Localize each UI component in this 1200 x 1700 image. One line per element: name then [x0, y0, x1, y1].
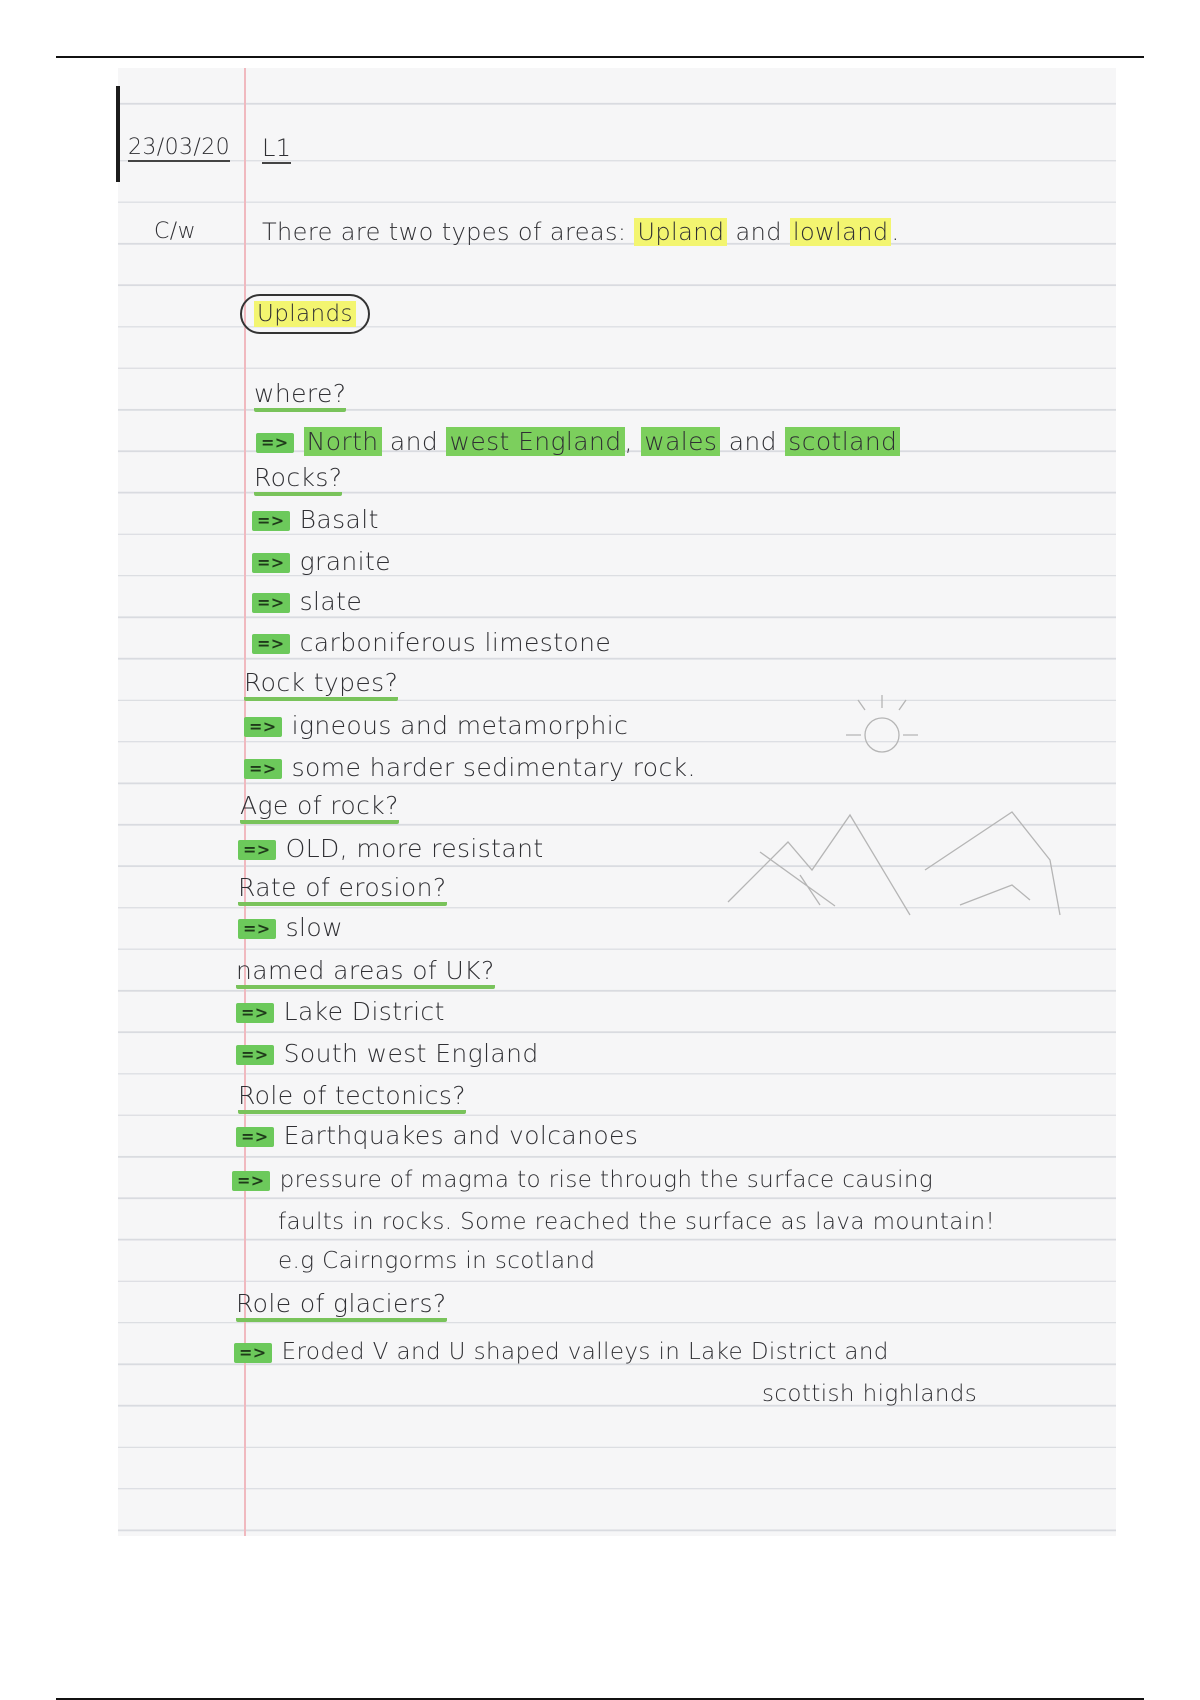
date-label: 23/03/20 [128, 135, 231, 160]
answer-line [252, 546, 391, 578]
question-heading [254, 462, 342, 494]
continuation-line: scottish highlands [762, 1381, 978, 1407]
arrow-icon: => [252, 593, 290, 613]
answer-text: carboniferous limestone [299, 628, 612, 657]
arrow-icon: => [234, 1343, 272, 1363]
arrow-icon: => [244, 759, 282, 779]
arrow-icon: => [236, 1003, 274, 1023]
answer-text: slate [299, 587, 363, 616]
answer-text: OLD, more resistant [285, 834, 544, 863]
intro-sentence: There are two types of areas: Upland and lowland . [262, 218, 900, 246]
answer-text: granite [299, 547, 391, 576]
answer-line [236, 1120, 638, 1152]
answer-text: , [624, 427, 642, 456]
answer-line [252, 627, 611, 659]
question-text: Role of tectonics? [238, 1081, 466, 1114]
question-text: Rate of erosion? [238, 873, 447, 906]
lesson-label: L1 [262, 134, 292, 162]
answer-line [236, 996, 445, 1028]
answer-text: Lake District [283, 997, 445, 1026]
classwork-label: C/w [154, 219, 196, 244]
question-heading [236, 1288, 447, 1320]
arrow-icon: => [236, 1045, 274, 1065]
highlighted-text: west England [446, 427, 624, 456]
answer-text: Eroded V and U shaped valleys in Lake District and [281, 1339, 889, 1365]
question-text: Rock types? [244, 668, 398, 701]
question-heading [236, 955, 495, 987]
answer-line [238, 912, 343, 944]
binding-edge [116, 86, 120, 182]
lowland-highlight: lowland [790, 218, 892, 246]
answer-text: some harder sedimentary rock. [291, 753, 696, 782]
answer-line [236, 1038, 539, 1070]
arrow-icon: => [252, 634, 290, 654]
arrow-icon: => [244, 717, 282, 737]
continuation-line: e.g Cairngorms in scotland [278, 1248, 596, 1274]
question-heading [254, 378, 346, 410]
question-heading [244, 667, 398, 699]
upland-highlight: Upland [634, 218, 727, 246]
answer-text: and [381, 427, 447, 456]
answer-line [252, 504, 379, 536]
arrow-icon: => [232, 1171, 270, 1191]
arrow-icon: => [238, 919, 276, 939]
answer-text: and [720, 427, 786, 456]
answer-text: Earthquakes and volcanoes [283, 1121, 639, 1150]
answer-line [252, 586, 362, 618]
answer-text: Basalt [299, 505, 379, 534]
arrow-icon: => [236, 1127, 274, 1147]
answer-line [244, 752, 696, 784]
answer-text: igneous and metamorphic [291, 711, 629, 740]
answer-line [244, 710, 628, 742]
question-text: Role of glaciers? [236, 1289, 447, 1322]
question-text: where? [254, 379, 346, 412]
question-text: Rocks? [254, 463, 342, 496]
highlighted-text: North [304, 427, 382, 456]
answer-line [238, 833, 544, 865]
highlighted-text: scotland [785, 427, 900, 456]
question-heading [238, 1080, 466, 1112]
arrow-icon: => [238, 840, 276, 860]
answer-line [232, 1164, 933, 1196]
question-text: named areas of UK? [236, 956, 495, 989]
top-rule [56, 56, 1144, 58]
question-heading [240, 790, 399, 822]
answer-text: pressure of magma to rise through the surface causing [279, 1167, 934, 1193]
arrow-icon: => [252, 511, 290, 531]
question-heading [238, 872, 447, 904]
arrow-icon: => [252, 553, 290, 573]
answer-line [234, 1336, 889, 1368]
answer-text: slow [285, 913, 343, 942]
answer-line [256, 426, 900, 458]
highlighted-text: wales [641, 427, 720, 456]
answer-text: South west England [283, 1039, 539, 1068]
continuation-line: faults in rocks. Some reached the surface as lava mountain! [278, 1209, 996, 1235]
uplands-heading: Uplands [240, 294, 370, 334]
arrow-icon: => [256, 433, 294, 453]
question-text: Age of rock? [240, 791, 399, 824]
